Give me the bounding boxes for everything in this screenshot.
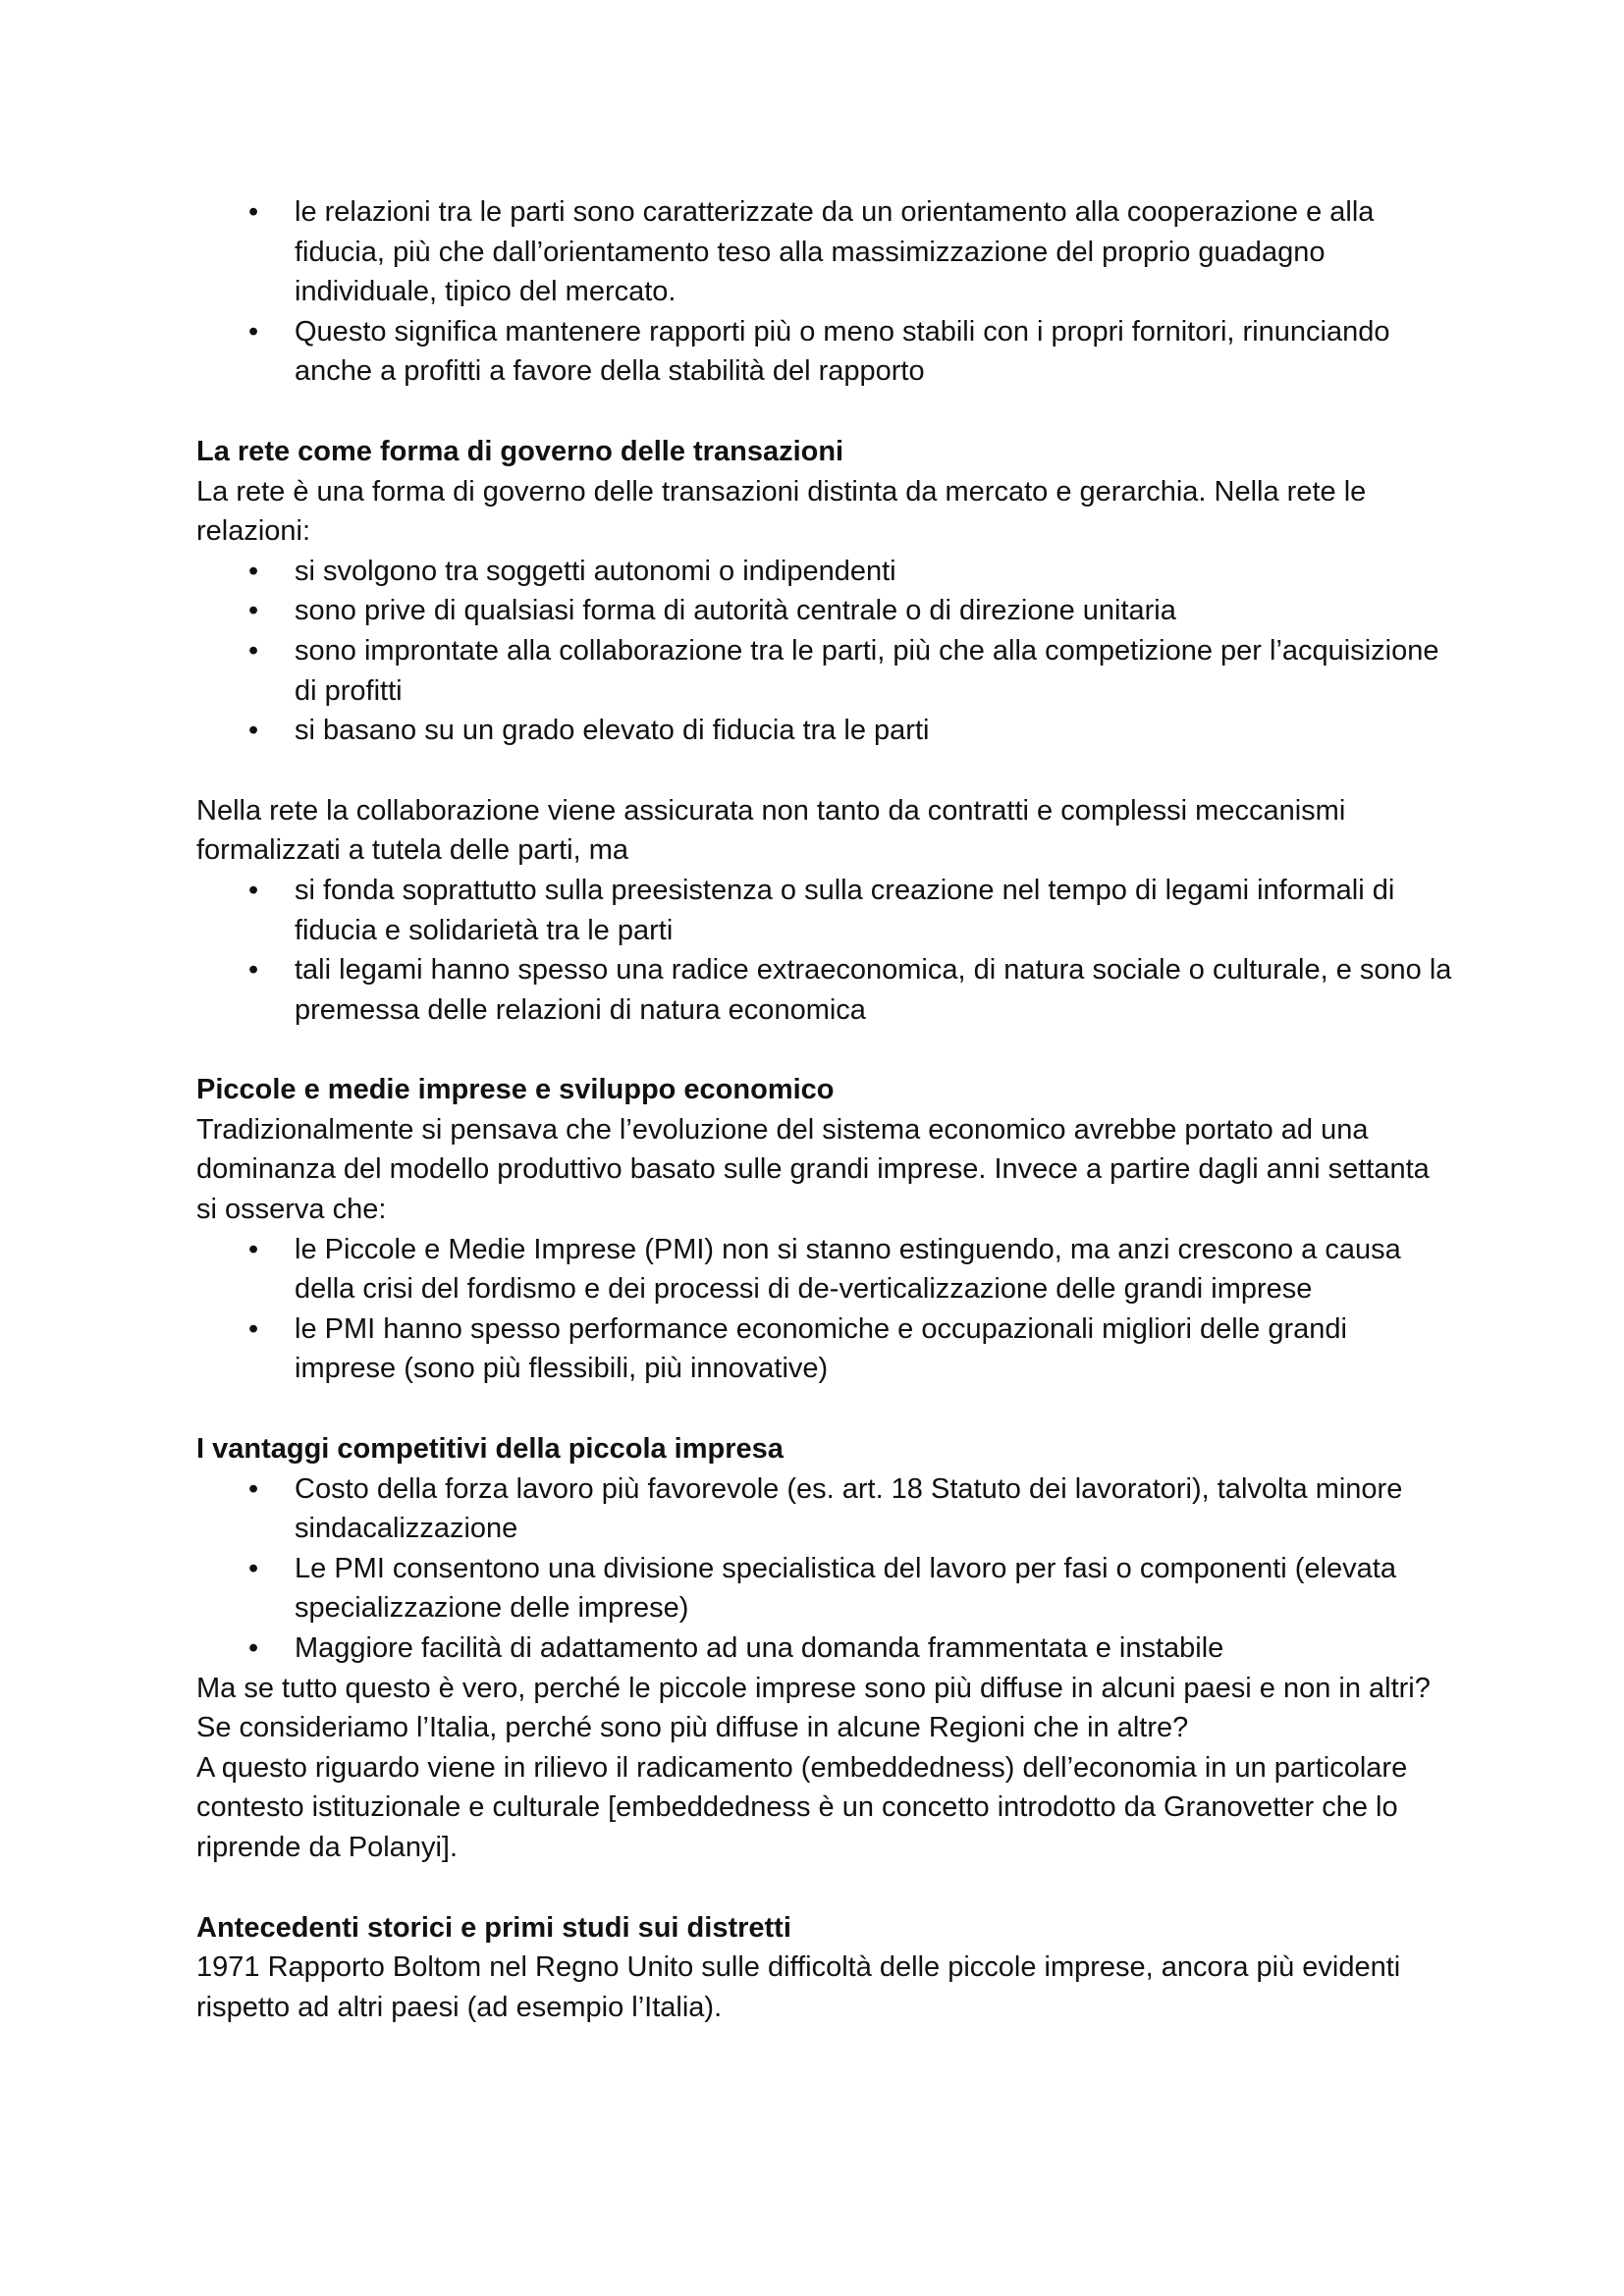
paragraph: A questo riguardo viene in rilievo il radicamento (embeddedness) dell’economia in un particolare contesto istituzionale e culturale [embeddedness è un concetto introdotto da Granovetter che lo riprende da Polanyi].: [196, 1751, 1408, 1863]
list-item: • tali legami hanno spesso una radice extraeconomica, di natura sociale o culturale, e sono la premessa delle relazioni di natura economica: [295, 950, 1453, 1030]
list-item: • Maggiore facilità di adattamento ad una domanda frammentata e instabile: [295, 1629, 1453, 1669]
paragraph: Ma se tutto questo è vero, perché le piccole imprese sono più diffuse in alcuni paesi e non in altri? Se consideriamo l’Italia, perché sono più diffuse in alcune Regioni che in altre?: [196, 1672, 1431, 1744]
list-item: • si svolgono tra soggetti autonomi o indipendenti: [295, 552, 1453, 592]
spacer: [196, 1389, 1453, 1429]
rete-bullet-list: [196, 552, 1453, 751]
list-item: • sono prive di qualsiasi forma di autorità centrale o di direzione unitaria: [295, 591, 1453, 631]
list-item: • Questo significa mantenere rapporti più o meno stabili con i propri fornitori, rinunciando anche a profitti a favore della stabilità del rapporto: [295, 312, 1453, 392]
list-item: • Le PMI consentono una divisione specialistica del lavoro per fasi o componenti (elevata specializzazione delle imprese): [295, 1549, 1453, 1629]
spacer: [196, 1030, 1453, 1070]
document-page: [196, 192, 1453, 2027]
paragraph: Nella rete la collaborazione viene assicurata non tanto da contratti e complessi meccanismi formalizzati a tutela delle parti, ma: [196, 794, 1346, 867]
list-item: • Costo della forza lavoro più favorevole (es. art. 18 Statuto dei lavoratori), talvolta minore sindacalizzazione: [295, 1469, 1453, 1549]
paragraph: La rete è una forma di governo delle transazioni distinta da mercato e gerarchia. Nella rete le relazioni:: [196, 475, 1367, 548]
section-title-pmi: Piccole e medie imprese e sviluppo economico: [196, 1074, 835, 1106]
spacer: [196, 392, 1453, 432]
vantaggi-bullet-list: [196, 1469, 1453, 1669]
list-item: • le PMI hanno spesso performance economiche e occupazionali migliori delle grandi imprese (sono più flessibili, più innovative): [295, 1309, 1453, 1389]
spacer: [196, 751, 1453, 791]
paragraph: Tradizionalmente si pensava che l’evoluzione del sistema economico avrebbe portato ad una dominanza del modello produttivo basato sulle grandi imprese. Invece a partire dagli anni settanta si osserva che:: [196, 1113, 1430, 1226]
list-item: • si basano su un grado elevato di fiducia tra le parti: [295, 711, 1453, 751]
pmi-bullet-list: [196, 1230, 1453, 1389]
section-title-vantaggi: I vantaggi competitivi della piccola impresa: [196, 1433, 784, 1466]
spacer: [196, 1868, 1453, 1908]
list-item: • le relazioni tra le parti sono caratterizzate da un orientamento alla cooperazione e alla fiducia, più che dall’orientamento teso alla massimizzazione del proprio guadagno individuale, tipico del mercato.: [295, 192, 1453, 312]
top-bullet-list: [196, 192, 1453, 392]
rete-bullet-list-2: [196, 871, 1453, 1030]
paragraph: 1971 Rapporto Boltom nel Regno Unito sulle difficoltà delle piccole imprese, ancora più evidenti rispetto ad altri paesi (ad esempio l’Italia).: [196, 1951, 1401, 2023]
list-item: • sono improntate alla collaborazione tra le parti, più che alla competizione per l’acquisizione di profitti: [295, 631, 1453, 711]
section-title-antecedenti: Antecedenti storici e primi studi sui distretti: [196, 1911, 791, 1944]
list-item: • le Piccole e Medie Imprese (PMI) non si stanno estinguendo, ma anzi crescono a causa della crisi del fordismo e dei processi di de-verticalizzazione delle grandi imprese: [295, 1230, 1453, 1309]
section-title-rete: La rete come forma di governo delle transazioni: [196, 435, 844, 467]
list-item: • si fonda soprattutto sulla preesistenza o sulla creazione nel tempo di legami informali di fiducia e solidarietà tra le parti: [295, 871, 1453, 950]
